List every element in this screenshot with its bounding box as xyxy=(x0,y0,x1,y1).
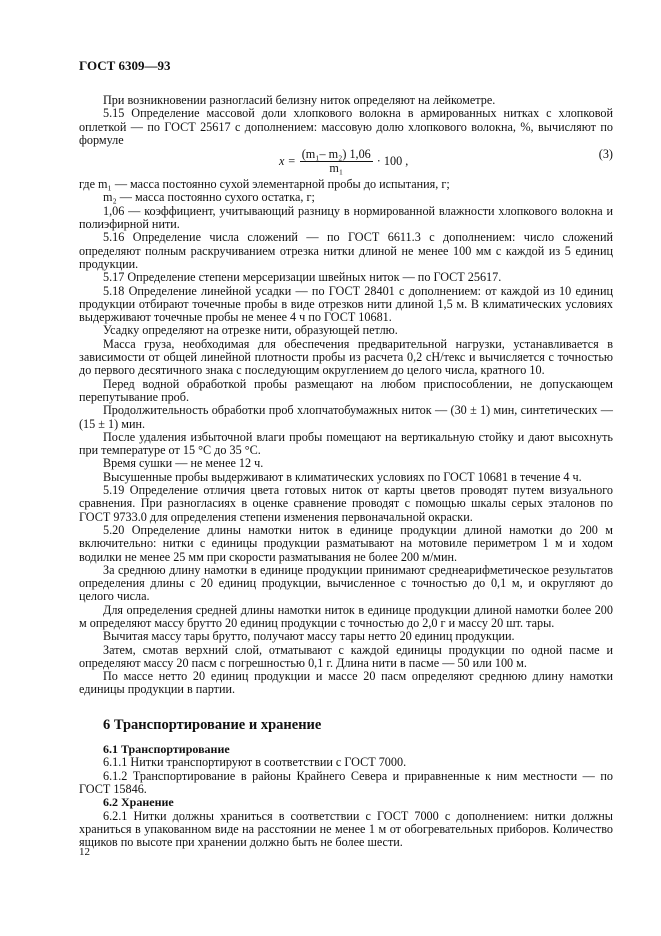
paragraph: 5.18 Определение линейной усадки — по ГОСТ 28401 с дополнением: от каждой из 10 единиц продукции отбирают точечные пробы в виде отрезков нити длиной 1,5 м. В климатических условиях выдерживают точечные пробы не менее 4 ч по ГОСТ 10681. xyxy=(79,283,613,325)
paragraph: 6.1.1 Нитки транспортируют в соответствии с ГОСТ 7000. xyxy=(103,755,407,770)
paragraph: Время сушки — не менее 12 ч. xyxy=(103,456,264,471)
formula-tail: · 100 , xyxy=(376,154,409,169)
paragraph: 5.17 Определение степени мерсеризации швейных ниток — по ГОСТ 25617. xyxy=(103,270,502,285)
paragraph: Продолжительность обработки проб хлопчатобумажных ниток — (30 ± 1) мин, синтетических — (15 ± 1) мин. xyxy=(79,403,613,431)
subsection-heading: 6.2 Хранение xyxy=(103,795,174,810)
equation-number: (3) xyxy=(598,147,613,162)
formula xyxy=(79,148,613,178)
formula-denominator: m₁ xyxy=(329,161,344,176)
paragraph: 6.2.1 Нитки должны храниться в соответствии с ГОСТ 7000 с дополнением: нитки должны храниться в упакованном виде на расстоянии не менее 1 м от обогревательных приборов. Количество ящиков по высоте при хранении должно быть не более шести. xyxy=(79,808,613,850)
paragraph: Затем, смотав верхний слой, отматывают с каждой единицы продукции по одной пасме и определяют массу 20 пасм с погрешностью 0,1 г. Длина нити в пасме — 50 или 100 м. xyxy=(79,642,613,670)
paragraph: Вычитая массу тары брутто, получают массу тары нетто 20 единиц продукции. xyxy=(103,629,515,644)
paragraph: Высушенные пробы выдерживают в климатических условиях по ГОСТ 10681 в течение 4 ч. xyxy=(103,469,582,484)
paragraph: Для определения средней длины намотки ниток в единице продукции длиной намотки более 200 м определяют массу брутто 20 единиц продукции с точностью до 2,0 г и массу 20 шт. тары. xyxy=(79,602,613,630)
formula-lhs: x = xyxy=(279,154,296,169)
paragraph: 5.16 Определение числа сложений — по ГОСТ 6611.3 с дополнением: число сложений определяют полным раскручиванием отрезка нитки длиной не менее 100 мм с каждой из 5 единиц продукции. xyxy=(79,230,613,271)
paragraph: 6.1.2 Транспортирование в районы Крайнего Севера и приравненные к ним местности — по ГОСТ 15846. xyxy=(79,768,613,796)
document-body xyxy=(79,94,613,849)
formula-numerator: (m₁– m₂) 1,06 xyxy=(301,147,371,162)
paragraph: По массе нетто 20 единиц продукции и массе 20 пасм определяют среднюю длину намотки единицы продукции в партии. xyxy=(79,669,613,697)
section-heading: 6 Транспортирование и хранение xyxy=(103,716,322,733)
page-number: 12 xyxy=(79,846,90,858)
where-line: где m₁ — масса постоянно сухой элементарной пробы до испытания, г; xyxy=(79,177,450,192)
paragraph: При возникновении разногласий белизну ниток определяют на лейкометре. xyxy=(103,93,496,107)
paragraph: За среднюю длину намотки в единице продукции принимают среднеарифметическое результатов определения длины с 20 единиц продукции, вычисленное с точностью до 0,1 м, и округляют до целого числа. xyxy=(79,562,613,604)
paragraph: Усадку определяют на отрезке нити, образующей петлю. xyxy=(103,323,398,338)
paragraph: 5.19 Определение отличия цвета готовых ниток от карты цветов проводят путем визуального сравнения. При разногласиях в оценке сравнение проводят с помощью шкалы серых эталонов по ГОСТ 9733.0 для определения степени изменения первоначальной окраски. xyxy=(79,483,613,524)
paragraph: После удаления избыточной влаги пробы помещают на вертикальную стойку и дают высохнуть при температуре от 15 °С до 35 °С. xyxy=(79,429,613,458)
paragraph: 5.15 Определение массовой доли хлопкового волокна в армированных нитках с хлопковой оплеткой — по ГОСТ 25617 с дополнением: массовую долю хлопкового волокна, %, вычисляют по формуле xyxy=(79,106,613,147)
paragraph: 5.20 Определение длины намотки ниток в единице продукции длиной намотки до 200 м включительно: нитки с единицы продукции разматывают на мотовиле периметром 1 м и ходом водилки не менее 25 мм при скорости разматывания не более 200 м/мин. xyxy=(79,522,613,564)
subsection-heading: 6.1 Транспортирование xyxy=(103,742,230,757)
where-line: 1,06 — коэффициент, учитывающий разницу в нормированной влажности хлопкового волокна и полиэфирной нити. xyxy=(79,203,613,232)
paragraph: Перед водной обработкой пробы размещают на любом приспособлении, не допускающем перепутывание проб. xyxy=(79,376,613,404)
document-header: ГОСТ 6309—93 xyxy=(79,58,171,73)
paragraph: Масса груза, необходимая для обеспечения предварительной нагрузки, устанавливается в зависимости от общей линейной плотности пробы из расчета 0,2 сН/текс и вычисляется с точностью до первого десятичного знака с последующим округлением до целого числа, кратного 10. xyxy=(79,336,613,378)
where-line: m₂ — масса постоянно сухого остатка, г; xyxy=(103,190,315,205)
